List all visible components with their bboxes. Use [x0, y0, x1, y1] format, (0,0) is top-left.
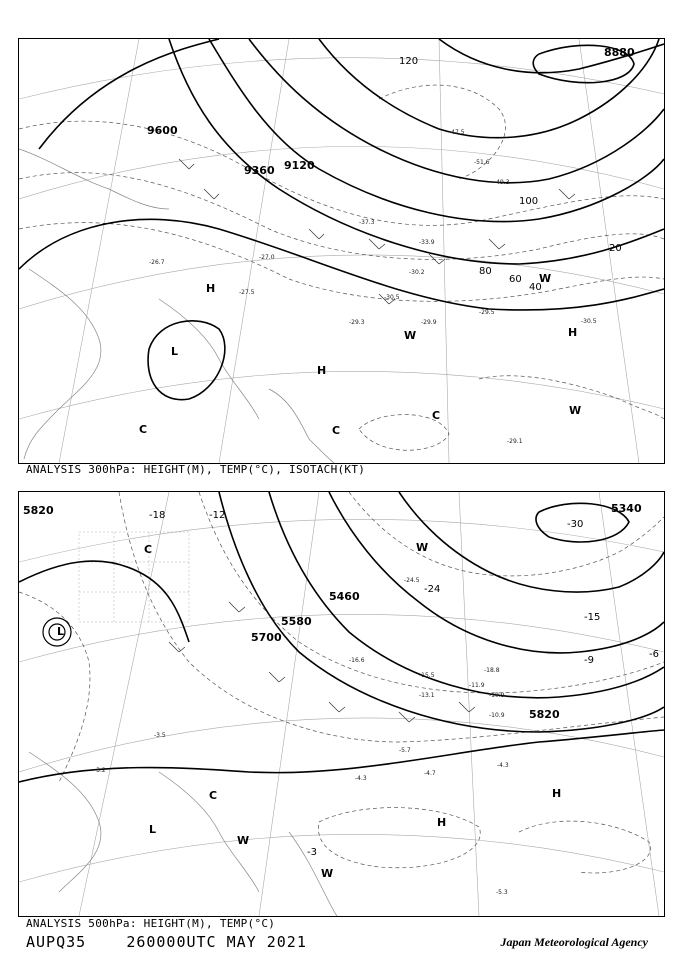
map-300hpa-canvas: [19, 39, 664, 463]
center-label: W: [539, 272, 552, 285]
isotach-label: 60: [509, 274, 522, 285]
temp-value: -26.7: [149, 259, 165, 266]
center-label: L: [149, 823, 157, 836]
center-label: W: [237, 834, 250, 847]
temp-value: -27.5: [239, 289, 255, 296]
temp-value: -16.6: [349, 657, 365, 664]
temp-value: -3.5: [154, 732, 166, 739]
isotherm-label: -18: [149, 510, 166, 521]
height-label: 5580: [281, 615, 312, 628]
center-label: L: [171, 345, 179, 358]
temp-value: -15.5: [419, 672, 435, 679]
isotherm-label: -6: [649, 649, 659, 660]
center-label: W: [404, 329, 417, 342]
temp-value: -24.5: [404, 577, 420, 584]
temp-value: -10.9: [489, 692, 505, 699]
temp-value: -5.7: [399, 747, 411, 754]
agency-name: Japan Meteorological Agency: [500, 935, 648, 949]
temp-value: -30.2: [409, 269, 425, 276]
center-label: C: [209, 789, 218, 802]
caption-300hpa: ANALYSIS 300hPa: HEIGHT(M), TEMP(°C), ISOTACH(KT): [26, 463, 366, 476]
isotherms: [19, 492, 664, 873]
temp-value: -11.9: [469, 682, 485, 689]
isotherm-label: -9: [584, 655, 594, 666]
center-label: W: [569, 404, 582, 417]
center-label: C: [139, 423, 148, 436]
center-label: C: [144, 543, 153, 556]
height-label: 5820: [529, 708, 560, 721]
center-label: H: [317, 364, 327, 377]
height-labels: [23, 502, 642, 721]
isotach-label: 20: [609, 243, 622, 254]
height-labels: [147, 46, 635, 177]
isotach-label: 40: [529, 282, 542, 293]
bulletin-code: AUPQ35: [26, 933, 87, 951]
height-label: 9360: [244, 164, 275, 177]
isotach-label: 100: [519, 196, 539, 207]
isotach-label: 80: [479, 266, 492, 277]
temp-value: -3.2: [94, 767, 106, 774]
center-label: C: [332, 424, 341, 437]
temp-value: -4.7: [424, 770, 436, 777]
temp-value: -30.5: [581, 318, 597, 325]
temp-value: -49.3: [494, 179, 510, 186]
dotted-grid: [79, 532, 189, 622]
temp-value: -47.5: [449, 129, 465, 136]
height-label: 5460: [329, 590, 360, 603]
coastline: [19, 149, 334, 463]
center-label: H: [552, 787, 562, 800]
temp-value: -13.1: [419, 692, 435, 699]
map-300hpa: [18, 38, 665, 464]
map-500hpa: [18, 491, 665, 917]
temp-value: -5.3: [496, 889, 508, 896]
height-contours: [19, 492, 664, 782]
height-label: 5340: [611, 502, 642, 515]
temp-value: -29.1: [507, 438, 523, 445]
coastline: [29, 752, 337, 916]
center-label: L: [57, 625, 65, 638]
temp-value: -37.3: [359, 219, 375, 226]
temp-value: -4.3: [355, 775, 367, 782]
height-label: 9120: [284, 159, 315, 172]
temp-value: -30.5: [384, 294, 400, 301]
temp-value: -18.8: [484, 667, 500, 674]
height-label: 8880: [604, 46, 635, 59]
temp-value: -29.5: [479, 309, 495, 316]
center-label: W: [321, 867, 334, 880]
wind-barbs: [169, 602, 475, 722]
bulletin-datetime: 260000UTC MAY 2021: [126, 933, 307, 951]
center-label: C: [432, 409, 441, 422]
isotherm-label: -30: [567, 519, 584, 530]
pressure-centers: [139, 272, 581, 437]
isotherm-label: -3: [307, 847, 317, 858]
center-label: H: [206, 282, 216, 295]
graticule: [19, 492, 664, 916]
bulletin-header: [26, 933, 307, 951]
isotherm-label: -12: [209, 510, 226, 521]
isotherm-label: -15: [584, 612, 601, 623]
center-label: H: [568, 326, 578, 339]
map-500hpa-canvas: [19, 492, 664, 916]
temp-value: -27.0: [259, 254, 275, 261]
temp-value: -33.9: [419, 239, 435, 246]
height-contours: [19, 39, 664, 310]
temp-value: -10.9: [489, 712, 505, 719]
temp-value: -4.3: [497, 762, 509, 769]
temp-value: -29.3: [349, 319, 365, 326]
height-label: 5820: [23, 504, 54, 517]
caption-500hpa: ANALYSIS 500hPa: HEIGHT(M), TEMP(°C): [26, 917, 276, 930]
isotherm-label: -24: [424, 584, 441, 595]
temp-value: -29.9: [421, 319, 437, 326]
isotach-label: 120: [399, 56, 419, 67]
height-label: 5700: [251, 631, 282, 644]
temp-value: -51.6: [474, 159, 490, 166]
center-label: W: [416, 541, 429, 554]
height-label: 9600: [147, 124, 178, 137]
center-label: H: [437, 816, 447, 829]
